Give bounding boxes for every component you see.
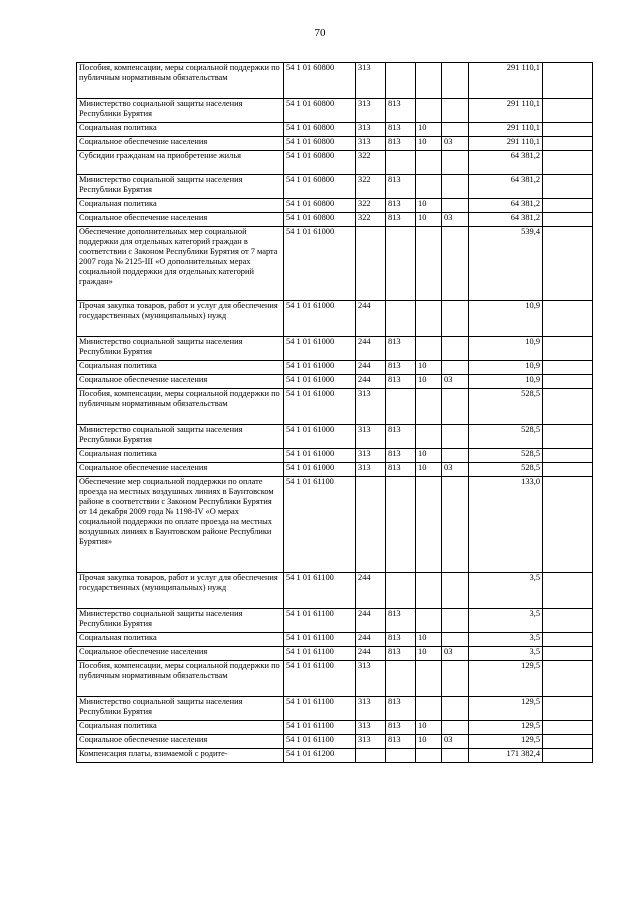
table-row — [77, 175, 593, 199]
subsection-cell — [442, 301, 469, 337]
section-cell: 10 — [416, 361, 442, 375]
empty-cell — [543, 137, 593, 151]
section-cell: 10 — [416, 137, 442, 151]
empty-cell — [543, 213, 593, 227]
table-row — [77, 99, 593, 123]
subsection-cell — [442, 123, 469, 137]
amount-cell: 64 381,2 — [469, 151, 543, 175]
classification-code-cell: 54 1 01 60800 — [284, 123, 356, 137]
section-cell — [416, 609, 442, 633]
empty-cell — [543, 151, 593, 175]
amount-cell: 171 382,4 — [469, 749, 543, 763]
expense-type-cell: 313 — [356, 389, 386, 425]
classification-code-cell: 54 1 01 61000 — [284, 425, 356, 449]
subsection-cell — [442, 721, 469, 735]
expense-type-cell — [356, 477, 386, 573]
empty-cell — [543, 721, 593, 735]
empty-cell — [543, 227, 593, 301]
ministry-code-cell: 813 — [386, 647, 416, 661]
expense-type-cell: 244 — [356, 361, 386, 375]
section-cell — [416, 227, 442, 301]
row-name-cell: Социальная политика — [77, 123, 284, 137]
section-cell: 10 — [416, 463, 442, 477]
section-cell: 10 — [416, 375, 442, 389]
row-name-cell: Обеспечение дополнительных мер социальной поддержки для отдельных категорий граждан в соответствии с Законом Республики Бурятия от 7 марта 2007 года № 2125-III «О дополнительных мерах социальной поддержки для отдельных категорий граждан» — [77, 227, 284, 301]
empty-cell — [543, 361, 593, 375]
subsection-cell — [442, 361, 469, 375]
row-name-cell: Компенсация платы, взимаемой с родите- — [77, 749, 284, 763]
ministry-code-cell: 813 — [386, 213, 416, 227]
expense-type-cell: 313 — [356, 425, 386, 449]
section-cell: 10 — [416, 123, 442, 137]
classification-code-cell: 54 1 01 61100 — [284, 633, 356, 647]
amount-cell: 528,5 — [469, 463, 543, 477]
table-row — [77, 735, 593, 749]
classification-code-cell: 54 1 01 60800 — [284, 137, 356, 151]
subsection-cell: 03 — [442, 375, 469, 389]
classification-code-cell: 54 1 01 61000 — [284, 301, 356, 337]
amount-cell: 10,9 — [469, 375, 543, 389]
table-row — [77, 661, 593, 697]
row-name-cell: Обеспечение мер социальной поддержки по оплате проезда на местных воздушных линиях в Баунтовском районе в соответствии с Законом Республики Бурятия от 14 декабря 2009 года № 1198-IV «О мерах социальной поддержки по оплате проезда на местных воздушных линиях в Баунтовском районе Республики Бурятия» — [77, 477, 284, 573]
table-row — [77, 137, 593, 151]
subsection-cell: 03 — [442, 213, 469, 227]
section-cell — [416, 573, 442, 609]
section-cell — [416, 661, 442, 697]
amount-cell: 3,5 — [469, 647, 543, 661]
amount-cell: 10,9 — [469, 361, 543, 375]
ministry-code-cell — [386, 749, 416, 763]
amount-cell: 291 110,1 — [469, 123, 543, 137]
expense-type-cell: 313 — [356, 721, 386, 735]
subsection-cell — [442, 227, 469, 301]
amount-cell: 129,5 — [469, 697, 543, 721]
table-row — [77, 151, 593, 175]
amount-cell: 129,5 — [469, 721, 543, 735]
amount-cell: 291 110,1 — [469, 137, 543, 151]
empty-cell — [543, 301, 593, 337]
section-cell — [416, 99, 442, 123]
table-row — [77, 361, 593, 375]
table-row — [77, 227, 593, 301]
classification-code-cell: 54 1 01 60800 — [284, 199, 356, 213]
expense-type-cell — [356, 227, 386, 301]
amount-cell: 129,5 — [469, 735, 543, 749]
ministry-code-cell: 813 — [386, 337, 416, 361]
table-row — [77, 647, 593, 661]
row-name-cell: Прочая закупка товаров, работ и услуг для обеспечения государственных (муниципальных) нужд — [77, 301, 284, 337]
classification-code-cell: 54 1 01 60800 — [284, 175, 356, 199]
ministry-code-cell: 813 — [386, 375, 416, 389]
classification-code-cell: 54 1 01 61100 — [284, 721, 356, 735]
section-cell: 10 — [416, 721, 442, 735]
row-name-cell: Пособия, компенсации, меры социальной поддержки по публичным нормативным обязательствам — [77, 389, 284, 425]
row-name-cell: Социальное обеспечение населения — [77, 463, 284, 477]
row-name-cell: Министерство социальной защиты населения Республики Бурятия — [77, 697, 284, 721]
expense-type-cell: 313 — [356, 137, 386, 151]
ministry-code-cell — [386, 227, 416, 301]
empty-cell — [543, 749, 593, 763]
row-name-cell: Министерство социальной защиты населения Республики Бурятия — [77, 175, 284, 199]
expense-type-cell: 313 — [356, 449, 386, 463]
classification-code-cell: 54 1 01 61100 — [284, 697, 356, 721]
amount-cell: 291 110,1 — [469, 99, 543, 123]
table-row — [77, 425, 593, 449]
row-name-cell: Социальное обеспечение населения — [77, 375, 284, 389]
empty-cell — [543, 449, 593, 463]
amount-cell: 528,5 — [469, 449, 543, 463]
empty-cell — [543, 337, 593, 361]
subsection-cell — [442, 477, 469, 573]
table-row — [77, 213, 593, 227]
section-cell: 10 — [416, 213, 442, 227]
amount-cell: 291 110,1 — [469, 63, 543, 99]
subsection-cell — [442, 749, 469, 763]
section-cell — [416, 175, 442, 199]
classification-code-cell: 54 1 01 60800 — [284, 151, 356, 175]
empty-cell — [543, 375, 593, 389]
subsection-cell: 03 — [442, 735, 469, 749]
section-cell: 10 — [416, 449, 442, 463]
ministry-code-cell: 813 — [386, 721, 416, 735]
row-name-cell: Социальное обеспечение населения — [77, 213, 284, 227]
classification-code-cell: 54 1 01 60800 — [284, 63, 356, 99]
classification-code-cell: 54 1 01 60800 — [284, 213, 356, 227]
section-cell — [416, 697, 442, 721]
table-row — [77, 609, 593, 633]
empty-cell — [543, 123, 593, 137]
expense-type-cell — [356, 749, 386, 763]
subsection-cell — [442, 175, 469, 199]
expense-type-cell: 313 — [356, 661, 386, 697]
subsection-cell: 03 — [442, 647, 469, 661]
expense-type-cell: 244 — [356, 337, 386, 361]
section-cell — [416, 749, 442, 763]
classification-code-cell: 54 1 01 61100 — [284, 661, 356, 697]
expense-type-cell: 244 — [356, 375, 386, 389]
amount-cell: 528,5 — [469, 389, 543, 425]
classification-code-cell: 54 1 01 61000 — [284, 361, 356, 375]
subsection-cell — [442, 389, 469, 425]
table-row — [77, 573, 593, 609]
subsection-cell: 03 — [442, 463, 469, 477]
empty-cell — [543, 199, 593, 213]
subsection-cell — [442, 63, 469, 99]
section-cell — [416, 337, 442, 361]
ministry-code-cell: 813 — [386, 425, 416, 449]
row-name-cell: Социальная политика — [77, 199, 284, 213]
row-name-cell: Министерство социальной защиты населения Республики Бурятия — [77, 425, 284, 449]
budget-table — [76, 62, 593, 763]
expense-type-cell: 313 — [356, 735, 386, 749]
table-body — [77, 63, 593, 763]
empty-cell — [543, 477, 593, 573]
expense-type-cell: 313 — [356, 697, 386, 721]
ministry-code-cell: 813 — [386, 123, 416, 137]
classification-code-cell: 54 1 01 61000 — [284, 463, 356, 477]
ministry-code-cell: 813 — [386, 697, 416, 721]
ministry-code-cell — [386, 63, 416, 99]
table-row — [77, 337, 593, 361]
empty-cell — [543, 99, 593, 123]
amount-cell: 3,5 — [469, 633, 543, 647]
classification-code-cell: 54 1 01 61100 — [284, 609, 356, 633]
expense-type-cell: 313 — [356, 99, 386, 123]
ministry-code-cell — [386, 301, 416, 337]
table-row — [77, 463, 593, 477]
section-cell — [416, 477, 442, 573]
table-row — [77, 721, 593, 735]
row-name-cell: Социальная политика — [77, 361, 284, 375]
ministry-code-cell: 813 — [386, 199, 416, 213]
classification-code-cell: 54 1 01 61000 — [284, 449, 356, 463]
classification-code-cell: 54 1 01 61000 — [284, 337, 356, 361]
classification-code-cell: 54 1 01 60800 — [284, 99, 356, 123]
subsection-cell — [442, 99, 469, 123]
expense-type-cell: 322 — [356, 175, 386, 199]
subsection-cell: 03 — [442, 137, 469, 151]
expense-type-cell: 244 — [356, 633, 386, 647]
ministry-code-cell: 813 — [386, 175, 416, 199]
empty-cell — [543, 661, 593, 697]
amount-cell: 133,0 — [469, 477, 543, 573]
section-cell — [416, 151, 442, 175]
section-cell — [416, 425, 442, 449]
section-cell: 10 — [416, 647, 442, 661]
row-name-cell: Министерство социальной защиты населения Республики Бурятия — [77, 337, 284, 361]
table-row — [77, 749, 593, 763]
row-name-cell: Пособия, компенсации, меры социальной поддержки по публичным нормативным обязательствам — [77, 661, 284, 697]
amount-cell: 64 381,2 — [469, 175, 543, 199]
table-row — [77, 199, 593, 213]
amount-cell: 528,5 — [469, 425, 543, 449]
amount-cell: 3,5 — [469, 573, 543, 609]
subsection-cell — [442, 337, 469, 361]
empty-cell — [543, 609, 593, 633]
ministry-code-cell: 813 — [386, 449, 416, 463]
row-name-cell: Социальная политика — [77, 721, 284, 735]
row-name-cell: Социальное обеспечение населения — [77, 137, 284, 151]
amount-cell: 64 381,2 — [469, 213, 543, 227]
table-row — [77, 389, 593, 425]
subsection-cell — [442, 425, 469, 449]
ministry-code-cell: 813 — [386, 99, 416, 123]
expense-type-cell: 244 — [356, 647, 386, 661]
ministry-code-cell — [386, 661, 416, 697]
classification-code-cell: 54 1 01 61100 — [284, 647, 356, 661]
page-number: 70 — [314, 27, 326, 39]
section-cell: 10 — [416, 633, 442, 647]
row-name-cell: Прочая закупка товаров, работ и услуг для обеспечения государственных (муниципальных) нужд — [77, 573, 284, 609]
ministry-code-cell — [386, 389, 416, 425]
ministry-code-cell — [386, 477, 416, 573]
classification-code-cell: 54 1 01 61100 — [284, 477, 356, 573]
section-cell — [416, 389, 442, 425]
table-row — [77, 63, 593, 99]
subsection-cell — [442, 661, 469, 697]
empty-cell — [543, 735, 593, 749]
amount-cell: 10,9 — [469, 337, 543, 361]
ministry-code-cell: 813 — [386, 735, 416, 749]
classification-code-cell: 54 1 01 61000 — [284, 389, 356, 425]
subsection-cell — [442, 633, 469, 647]
classification-code-cell: 54 1 01 61000 — [284, 227, 356, 301]
classification-code-cell: 54 1 01 61100 — [284, 573, 356, 609]
table-row — [77, 301, 593, 337]
empty-cell — [543, 697, 593, 721]
subsection-cell — [442, 151, 469, 175]
ministry-code-cell: 813 — [386, 633, 416, 647]
empty-cell — [543, 425, 593, 449]
amount-cell: 64 381,2 — [469, 199, 543, 213]
subsection-cell — [442, 697, 469, 721]
row-name-cell: Социальная политика — [77, 449, 284, 463]
empty-cell — [543, 175, 593, 199]
ministry-code-cell: 813 — [386, 361, 416, 375]
table-row — [77, 123, 593, 137]
section-cell — [416, 63, 442, 99]
row-name-cell: Субсидии гражданам на приобретение жилья — [77, 151, 284, 175]
classification-code-cell: 54 1 01 61100 — [284, 735, 356, 749]
subsection-cell — [442, 573, 469, 609]
empty-cell — [543, 633, 593, 647]
amount-cell: 10,9 — [469, 301, 543, 337]
expense-type-cell: 322 — [356, 151, 386, 175]
row-name-cell: Социальная политика — [77, 633, 284, 647]
table-row — [77, 633, 593, 647]
amount-cell: 3,5 — [469, 609, 543, 633]
empty-cell — [543, 389, 593, 425]
classification-code-cell: 54 1 01 61200 — [284, 749, 356, 763]
row-name-cell: Социальное обеспечение населения — [77, 647, 284, 661]
ministry-code-cell: 813 — [386, 609, 416, 633]
empty-cell — [543, 647, 593, 661]
empty-cell — [543, 63, 593, 99]
row-name-cell: Министерство социальной защиты населения Республики Бурятия — [77, 609, 284, 633]
row-name-cell: Пособия, компенсации, меры социальной поддержки по публичным нормативным обязательствам — [77, 63, 284, 99]
amount-cell: 129,5 — [469, 661, 543, 697]
table-row — [77, 477, 593, 573]
row-name-cell: Социальное обеспечение населения — [77, 735, 284, 749]
section-cell: 10 — [416, 735, 442, 749]
subsection-cell — [442, 609, 469, 633]
ministry-code-cell — [386, 573, 416, 609]
classification-code-cell: 54 1 01 61000 — [284, 375, 356, 389]
table-row — [77, 697, 593, 721]
ministry-code-cell: 813 — [386, 463, 416, 477]
subsection-cell — [442, 199, 469, 213]
expense-type-cell: 322 — [356, 213, 386, 227]
table-row — [77, 449, 593, 463]
empty-cell — [543, 573, 593, 609]
row-name-cell: Министерство социальной защиты населения Республики Бурятия — [77, 99, 284, 123]
amount-cell: 539,4 — [469, 227, 543, 301]
empty-cell — [543, 463, 593, 477]
expense-type-cell: 313 — [356, 463, 386, 477]
section-cell — [416, 301, 442, 337]
ministry-code-cell: 813 — [386, 137, 416, 151]
ministry-code-cell — [386, 151, 416, 175]
subsection-cell — [442, 449, 469, 463]
expense-type-cell: 313 — [356, 63, 386, 99]
expense-type-cell: 313 — [356, 123, 386, 137]
expense-type-cell: 244 — [356, 573, 386, 609]
table-row — [77, 375, 593, 389]
expense-type-cell: 244 — [356, 609, 386, 633]
expense-type-cell: 322 — [356, 199, 386, 213]
section-cell: 10 — [416, 199, 442, 213]
expense-type-cell: 244 — [356, 301, 386, 337]
